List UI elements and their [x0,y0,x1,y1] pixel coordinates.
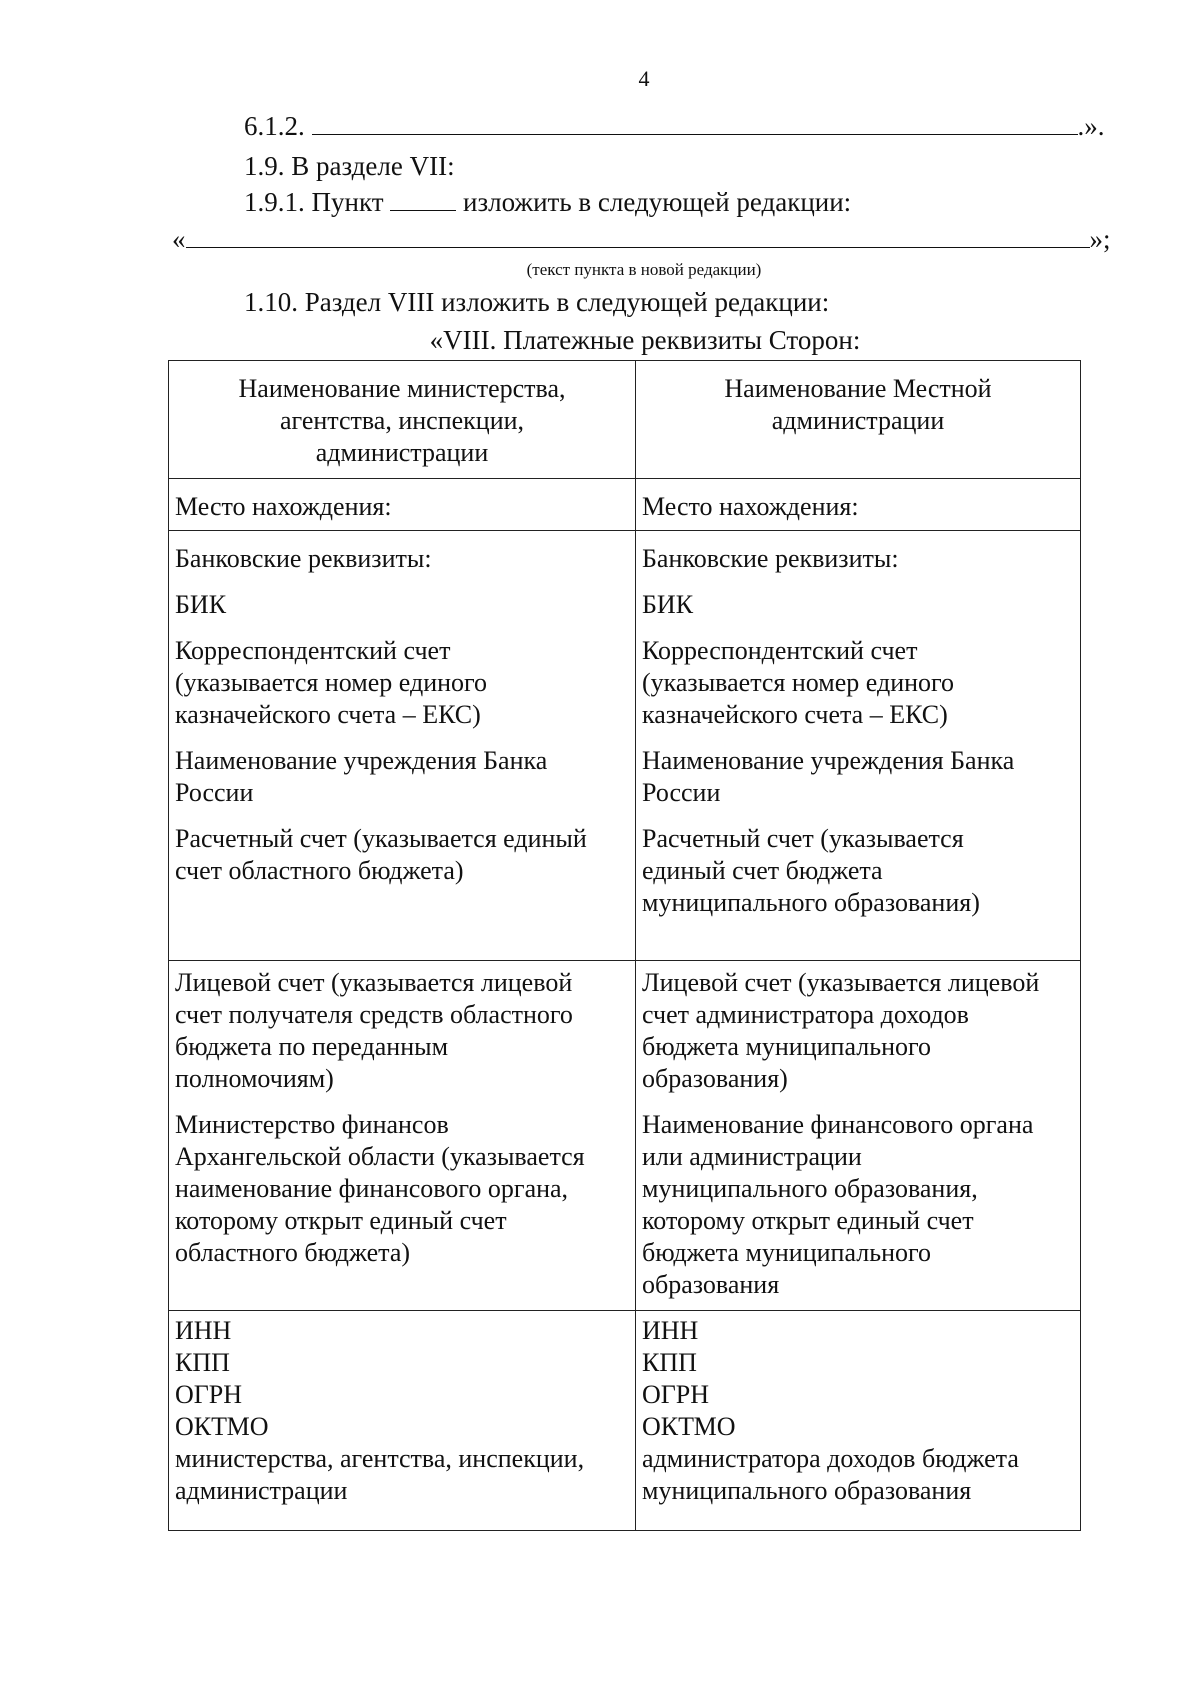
blank-line [390,188,456,211]
item-6-1-2-label: 6.1.2. [244,111,305,141]
bik-label: БИК [642,590,694,619]
correspondent-account: Корреспондентский счет (указывается номер единого казначейского счета – ЕКС) [175,636,488,729]
item-1-9-1-rest: изложить в следующей редакции: [463,187,852,217]
codes-left: ИНН КПП ОГРН ОКТМО министерства, агентства, инспекции, администрации [169,1311,636,1531]
codes-right: ИНН КПП ОГРН ОКТМО администратора доходов бюджета муниципального образования [636,1311,1081,1531]
finance-body: Наименование финансового органа или администрации муниципального образования, которому открыт единый счет бюджета муниципального образования [642,1110,1034,1299]
item-1-9-1 [244,186,851,218]
table-row-header [169,361,1081,479]
page-number: 4 [638,66,650,91]
finance-body: Министерство финансов Архангельской области (указывается наименование финансового органа, которому открыт единый счет областного бюджета) [175,1110,585,1267]
personal-account: Лицевой счет (указывается лицевой счет администратора доходов бюджета муниципального образования) [642,968,1040,1093]
quote-open: « [172,224,186,254]
location-right: Место нахождения: [636,479,1081,531]
item-1-9: 1.9. В разделе VII: [244,151,455,181]
caption: (текст пункта в новой редакции) [526,260,762,279]
bank-institution: Наименование учреждения Банка России [642,746,1015,807]
bank-details-label: Банковские реквизиты: [175,544,432,573]
accounts-right [636,961,1081,1311]
table-row-location [169,479,1081,531]
bank-right [636,531,1081,961]
blank-line [186,225,1090,248]
item-1-9-1-label: 1.9.1. Пункт [244,187,384,217]
table-row-accounts [169,961,1081,1311]
item-6-1-2 [244,110,1105,142]
item-6-1-2-end: .». [1077,111,1105,141]
location-left: Место нахождения: [169,479,636,531]
section-title: «VIII. Платежные реквизиты Сторон: [429,325,861,355]
quote-close: »; [1089,224,1111,254]
correspondent-account: Корреспондентский счет (указывается номер единого казначейского счета – ЕКС) [642,636,955,729]
item-1-10: 1.10. Раздел VIII изложить в следующей редакции: [244,287,830,317]
bik-label: БИК [175,590,227,619]
bank-details-label: Банковские реквизиты: [642,544,899,573]
table-row-bank [169,531,1081,961]
settlement-account: Расчетный счет (указывается единый счет областного бюджета) [175,824,587,885]
payment-details-table [168,360,1081,1531]
bank-left [169,531,636,961]
personal-account: Лицевой счет (указывается лицевой счет получателя средств областного бюджета по переданным полномочиям) [175,968,573,1093]
blank-line [312,112,1078,135]
accounts-left [169,961,636,1311]
table-row-codes [169,1311,1081,1531]
bank-institution: Наименование учреждения Банка России [175,746,548,807]
header-right: Наименование Местной администрации [636,361,1081,479]
settlement-account: Расчетный счет (указывается единый счет бюджета муниципального образования) [642,824,980,917]
header-left: Наименование министерства, агентства, инспекции, администрации [169,361,636,479]
quoted-text-line [172,223,1111,255]
